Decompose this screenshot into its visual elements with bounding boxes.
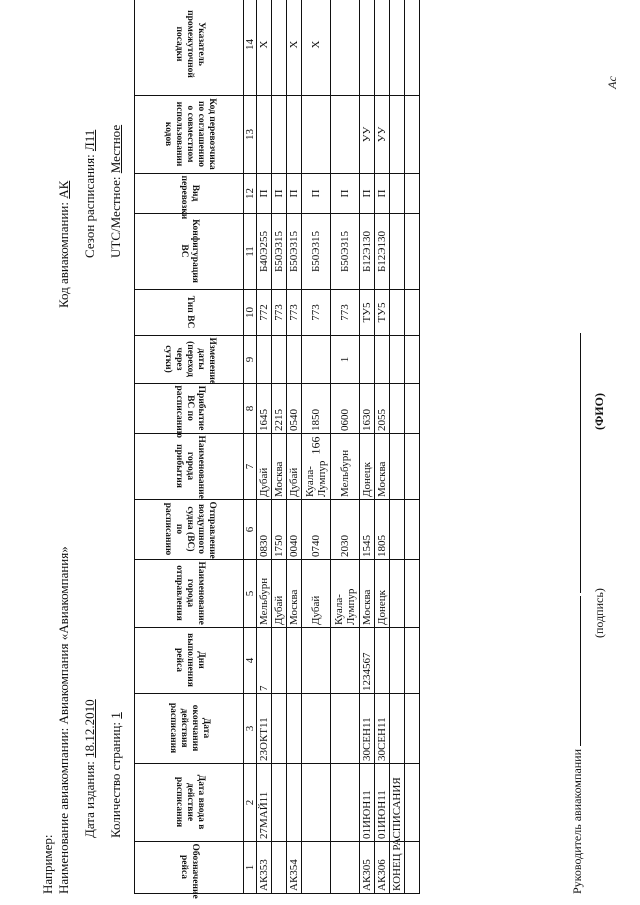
table-cell: [390, 500, 405, 560]
utc-label: UTC/Местное:: [108, 176, 123, 258]
table-cell: АК306: [375, 842, 390, 894]
table-cell: П: [331, 174, 360, 214]
table-cell: [390, 96, 405, 174]
table-cell: [302, 336, 331, 384]
table-cell: Б40Э255: [257, 214, 272, 290]
table-body: [257, 0, 420, 894]
table-cell: Мельбурн: [257, 560, 272, 628]
table-cell: [272, 628, 287, 694]
table-row: [375, 0, 390, 894]
table-cell: [390, 694, 405, 764]
table-cell: Х: [287, 0, 302, 96]
table-cell: Б50Э315: [287, 214, 302, 290]
table-cell: Дубай: [257, 434, 272, 500]
table-cell: П: [360, 174, 375, 214]
header-row: [135, 0, 244, 894]
header-cell: Дата окончания действия расписания: [135, 694, 244, 764]
table-cell: [257, 336, 272, 384]
table-cell: [390, 336, 405, 384]
table-cell: 2055: [375, 384, 390, 434]
table-cell: П: [272, 174, 287, 214]
table-row: [331, 0, 360, 894]
table-cell: [405, 694, 420, 764]
header-cell: Вид перевозки: [135, 174, 244, 214]
header-cell: Отправление воздушного судна (ВС) по расписанию: [135, 500, 244, 560]
table-cell: [375, 628, 390, 694]
season: [82, 130, 98, 258]
table-cell: 7: [257, 628, 272, 694]
signature-caption: (подпись): [592, 588, 606, 638]
pages-label: Количество страниц:: [108, 721, 123, 838]
table-cell: [405, 842, 420, 894]
table-cell: 1850: [302, 384, 331, 434]
table-cell: [375, 336, 390, 384]
airline-code-value: АК: [56, 180, 71, 199]
header-cell: Дата ввода в действие расписания: [135, 764, 244, 842]
header-cell: Указатель промежуточной посадки: [135, 0, 244, 96]
header-cell: Прибытие ВС по расписанию: [135, 384, 244, 434]
header-cell: Код перевозчика по соглашению о совместном использовании кодов: [135, 96, 244, 174]
table-cell: Мельбурн: [331, 434, 360, 500]
table-cell: [302, 764, 331, 842]
table-cell: Москва: [272, 434, 287, 500]
utc-value: Местное: [108, 124, 123, 174]
table-cell: [405, 764, 420, 842]
signature-line: [580, 596, 581, 746]
header-cell: Дни выполнения рейса: [135, 628, 244, 694]
table-cell: АК354: [287, 842, 302, 894]
table-cell: 1630: [360, 384, 375, 434]
table-cell: Куала-Лумпур: [331, 560, 360, 628]
table-cell: [360, 0, 375, 96]
table-cell: 1750: [272, 500, 287, 560]
table-cell: [375, 0, 390, 96]
table-cell: Б50Э315: [302, 214, 331, 290]
table-cell: 01ИЮН11: [375, 764, 390, 842]
table-cell: П: [375, 174, 390, 214]
page-number: 166: [308, 436, 323, 455]
table-cell: 01ИЮН11: [360, 764, 375, 842]
fio-line: [580, 333, 581, 593]
pages-count: [108, 712, 124, 838]
column-number-cell: 6: [244, 500, 257, 560]
table-cell: [272, 96, 287, 174]
header-cell: Тип ВС: [135, 290, 244, 336]
fio-caption: (ФИО): [592, 393, 606, 430]
table-cell: ТУ5: [375, 290, 390, 336]
table-cell: Дубай: [302, 560, 331, 628]
table-cell: АК305: [360, 842, 375, 894]
table-cell: Москва: [360, 560, 375, 628]
column-number-cell: 3: [244, 694, 257, 764]
table-cell: [287, 694, 302, 764]
table-cell: Б50Э315: [331, 214, 360, 290]
table-cell: 0540: [287, 384, 302, 434]
table-cell: [390, 384, 405, 434]
table-cell: 0830: [257, 500, 272, 560]
table-cell: УУ: [360, 96, 375, 174]
table-cell: 2215: [272, 384, 287, 434]
table-cell: [405, 384, 420, 434]
table-cell: [405, 336, 420, 384]
handwritten-mark: Ac: [604, 76, 619, 89]
table-cell: 773: [302, 290, 331, 336]
table-cell: [390, 628, 405, 694]
table-row: [390, 0, 405, 894]
table-cell: Дубай: [272, 560, 287, 628]
table-cell: [390, 214, 405, 290]
table-cell: 30СЕН11: [360, 694, 375, 764]
signature-block: [570, 333, 585, 894]
season-label: Сезон расписания:: [82, 154, 97, 258]
table-cell: [405, 434, 420, 500]
issue-date: [82, 699, 98, 838]
column-number-cell: 7: [244, 434, 257, 500]
table-cell: [390, 434, 405, 500]
table-cell: Дубай: [287, 434, 302, 500]
table-cell: Б12Э130: [375, 214, 390, 290]
table-cell: АК353: [257, 842, 272, 894]
table-cell: Б50Э315: [272, 214, 287, 290]
table-cell: [302, 96, 331, 174]
column-number-cell: 12: [244, 174, 257, 214]
signature-role: Руководитель авиакомпании: [570, 748, 584, 894]
table-cell: 0040: [287, 500, 302, 560]
table-cell: [302, 694, 331, 764]
table-cell: 773: [272, 290, 287, 336]
rotated-page-content: [40, 10, 640, 900]
table-cell: УУ: [375, 96, 390, 174]
table-cell: Х: [302, 0, 331, 96]
table-cell: 2030: [331, 500, 360, 560]
table-cell: [287, 336, 302, 384]
schedule-table: [134, 0, 420, 900]
column-number-row: [244, 0, 257, 894]
table-row: [272, 0, 287, 894]
table-cell: П: [287, 174, 302, 214]
column-number-cell: 5: [244, 560, 257, 628]
column-number-cell: 9: [244, 336, 257, 384]
column-number-cell: 14: [244, 0, 257, 96]
table-cell: [390, 560, 405, 628]
utc-local: [108, 125, 124, 258]
table-cell: Донецк: [375, 560, 390, 628]
table-cell: 1545: [360, 500, 375, 560]
table-cell: Москва: [287, 560, 302, 628]
airline-code: [56, 181, 72, 308]
header-cell: Наименование города отправления: [135, 560, 244, 628]
column-number-cell: 11: [244, 214, 257, 290]
table-cell: Б12Э130: [360, 214, 375, 290]
table-cell: [331, 694, 360, 764]
table-cell: [405, 628, 420, 694]
table-cell: [360, 336, 375, 384]
table-cell: [302, 842, 331, 894]
table-cell: Х: [257, 0, 272, 96]
column-number-cell: 1: [244, 842, 257, 894]
table-cell: Москва: [375, 434, 390, 500]
table-cell: [272, 694, 287, 764]
table-cell: [272, 0, 287, 96]
table-cell: ТУ5: [360, 290, 375, 336]
table-cell: 27МАЙ11: [257, 764, 272, 842]
table-cell: [331, 628, 360, 694]
table-cell: [257, 96, 272, 174]
table-cell: [390, 174, 405, 214]
header-cell: Обозначение рейса: [135, 842, 244, 894]
header-cell: Наименование города прибытия: [135, 434, 244, 500]
table-cell: [405, 174, 420, 214]
column-number-cell: 13: [244, 96, 257, 174]
table-cell: 1: [331, 336, 360, 384]
table-cell: [272, 336, 287, 384]
airline-code-label: Код авиакомпании:: [56, 202, 71, 308]
season-value: Л11: [82, 129, 97, 152]
table-cell: [405, 96, 420, 174]
table-cell: [272, 764, 287, 842]
table-cell: [405, 214, 420, 290]
column-number-cell: 10: [244, 290, 257, 336]
header-cell: Изменение даты (переход через сутки): [135, 336, 244, 384]
table-cell: Донецк: [360, 434, 375, 500]
table-cell: [302, 628, 331, 694]
table-row: [257, 0, 272, 894]
table-row: [360, 0, 375, 894]
table-cell: 1805: [375, 500, 390, 560]
table-row: [302, 0, 331, 894]
table-cell: КОНЕЦ РАСПИСАНИЯ: [390, 842, 405, 894]
table-cell: [331, 96, 360, 174]
table-cell: [405, 290, 420, 336]
table-cell: [331, 0, 360, 96]
table-cell: П: [257, 174, 272, 214]
table-cell: П: [302, 174, 331, 214]
header-cell: Конфигурация ВС: [135, 214, 244, 290]
table-cell: Куала-Лумпур: [302, 434, 331, 500]
table-cell: [390, 290, 405, 336]
table-cell: [405, 560, 420, 628]
table-cell: 1645: [257, 384, 272, 434]
table-row: [405, 0, 420, 894]
table-cell: [287, 764, 302, 842]
table-cell: 23ОКТ11: [257, 694, 272, 764]
airline-name: Наименование авиакомпании: Авиакомпания «Авиакомпания»: [56, 546, 71, 894]
table-cell: 0600: [331, 384, 360, 434]
table-cell: [287, 96, 302, 174]
column-number-cell: 8: [244, 384, 257, 434]
table-cell: 1234567: [360, 628, 375, 694]
example-label: Например:: [40, 834, 55, 894]
table-cell: 773: [287, 290, 302, 336]
issue-date-label: Дата издания:: [82, 761, 97, 838]
table-cell: 773: [331, 290, 360, 336]
table-cell: [390, 0, 405, 96]
table-row: [287, 0, 302, 894]
table-cell: [287, 628, 302, 694]
table-cell: [331, 842, 360, 894]
table-cell: 30СЕН11: [375, 694, 390, 764]
table-cell: 772: [257, 290, 272, 336]
table-cell: [405, 0, 420, 96]
pages-value: 1: [108, 712, 123, 719]
table-cell: [405, 500, 420, 560]
column-number-cell: 2: [244, 764, 257, 842]
issue-date-value: 18.12.2010: [82, 699, 97, 758]
table-cell: 0740: [302, 500, 331, 560]
table-cell: [331, 764, 360, 842]
table-cell: [272, 842, 287, 894]
column-number-cell: 4: [244, 628, 257, 694]
